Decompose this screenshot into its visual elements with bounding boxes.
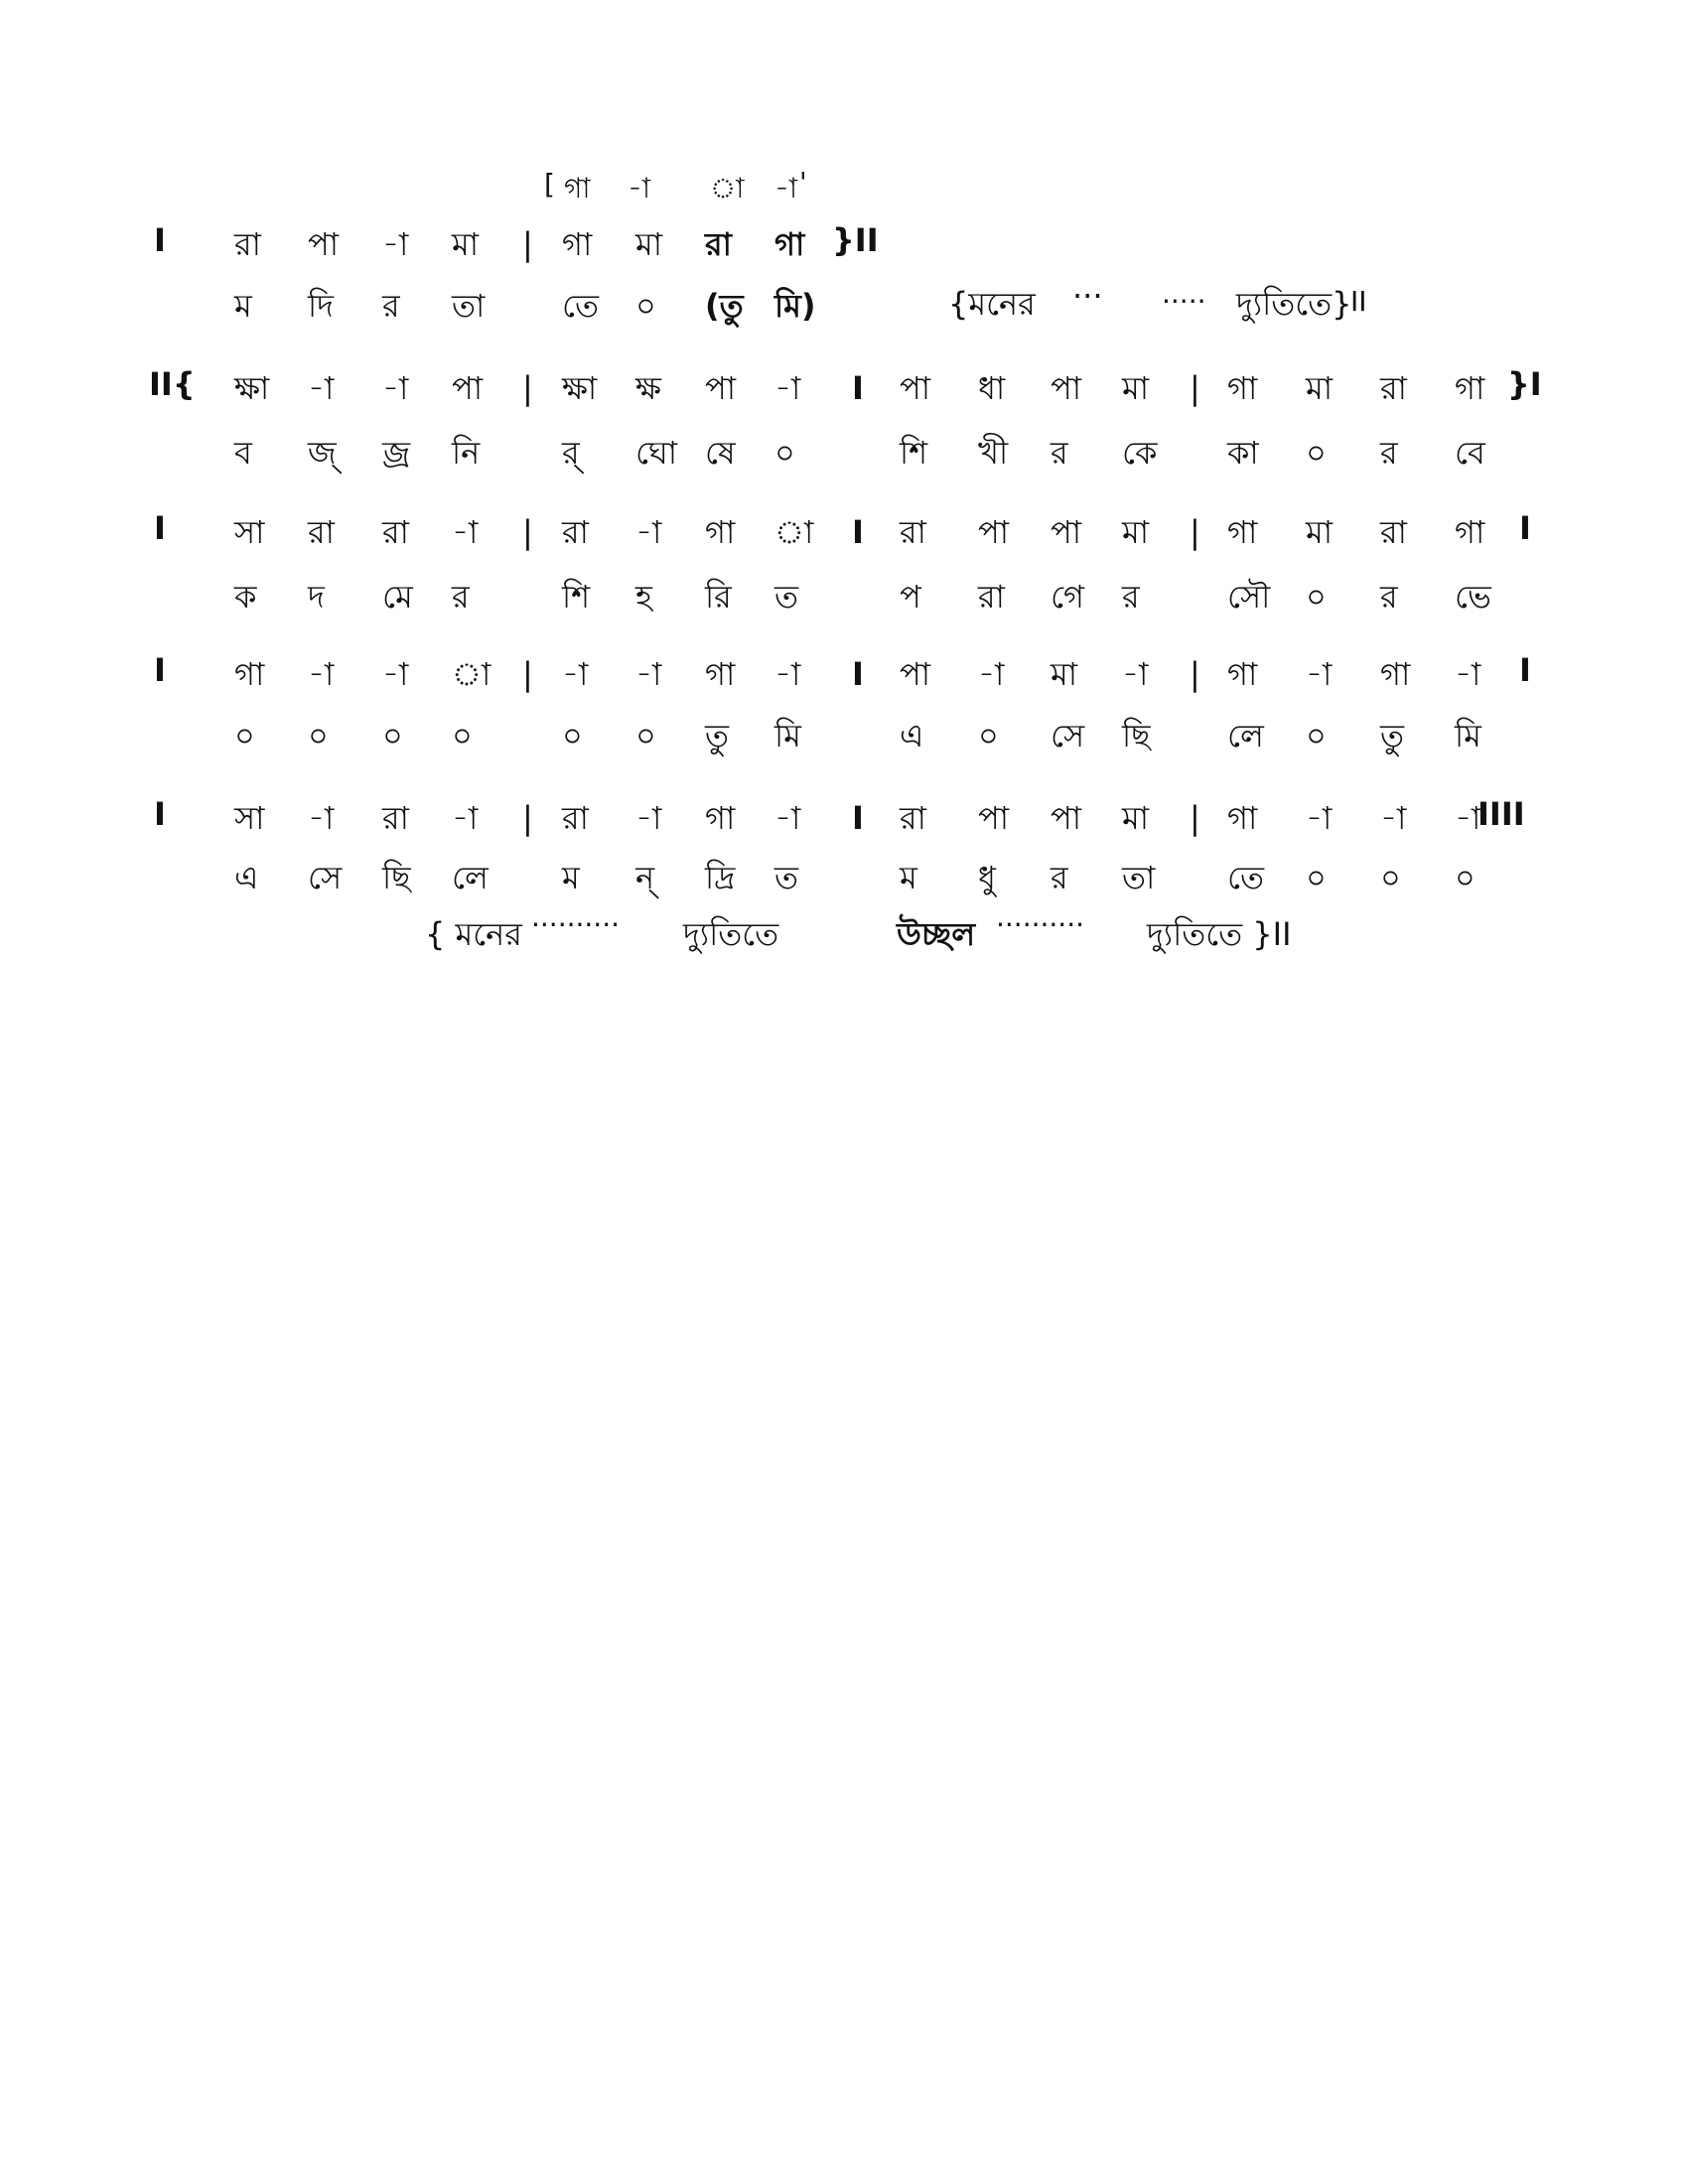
lyric-syllable: ব bbox=[234, 434, 252, 472]
lyric-syllable: ছি bbox=[382, 859, 411, 896]
final-refrain-word: উচ্ছল bbox=[897, 915, 976, 953]
refrain-open: {মনের bbox=[948, 285, 1036, 323]
lyric-syllable: হ bbox=[635, 578, 652, 615]
swar-note: রা bbox=[562, 799, 589, 837]
swar-note: -া bbox=[308, 369, 335, 407]
swar-note: -া bbox=[308, 655, 335, 693]
lyric-syllable: র্ bbox=[562, 434, 580, 472]
lyric-syllable: ০ bbox=[234, 717, 255, 754]
lyric-syllable: ঘো bbox=[635, 434, 678, 472]
final-refrain-word: দ্যুতিতে bbox=[683, 915, 779, 953]
alt-note: গা bbox=[564, 172, 591, 205]
swar-note: -া bbox=[635, 799, 662, 837]
swar-note: পা bbox=[978, 513, 1010, 551]
lyric-syllable: ন্ bbox=[635, 859, 655, 896]
swar-note: রা bbox=[1380, 513, 1407, 551]
swar-note: রা bbox=[382, 513, 409, 551]
lyric-syllable: জ্র bbox=[382, 434, 411, 472]
line-start-bar: I bbox=[154, 509, 166, 547]
lyric-syllable: তে bbox=[562, 287, 599, 325]
lyric-syllable: ০ bbox=[562, 717, 583, 754]
swar-note: পা bbox=[978, 799, 1010, 837]
alt-bracket-open: [ bbox=[544, 168, 555, 201]
final-refrain-open: { মনের bbox=[425, 915, 522, 953]
swar-note: -া bbox=[308, 799, 335, 837]
swar-note: -া bbox=[1306, 799, 1333, 837]
lyric-syllable: ০ bbox=[1306, 717, 1327, 754]
lyric-syllable: র bbox=[1122, 578, 1140, 615]
swar-note: পা bbox=[705, 369, 737, 407]
line-start-bar: I bbox=[154, 795, 166, 833]
lyric-syllable: ক bbox=[234, 578, 257, 615]
swar-note: গা bbox=[562, 225, 593, 263]
lyric-syllable: গে bbox=[1051, 578, 1084, 615]
beat-separator: | bbox=[522, 513, 533, 551]
lyric-syllable: দি bbox=[308, 287, 334, 325]
swar-note: পা bbox=[1051, 513, 1082, 551]
swar-note: গা bbox=[1227, 799, 1258, 837]
beat-separator: | bbox=[1190, 799, 1200, 837]
swar-note: পা bbox=[452, 369, 484, 407]
beat-separator: | bbox=[1190, 655, 1200, 693]
lyric-syllable: ছি bbox=[1122, 717, 1151, 754]
lyric-syllable: লে bbox=[452, 859, 489, 896]
swar-note: গা bbox=[1380, 655, 1411, 693]
lyric-syllable: কে bbox=[1122, 434, 1158, 472]
line-start-bar: I bbox=[154, 221, 166, 259]
line-end-bar: I bbox=[1519, 509, 1531, 547]
lyric-syllable: মি bbox=[774, 717, 801, 754]
swar-note: সা bbox=[234, 799, 265, 837]
swar-note: গা bbox=[1227, 369, 1258, 407]
lyric-syllable: ০ bbox=[635, 287, 656, 325]
lyric-syllable: র bbox=[1380, 578, 1398, 615]
line-start-bar: II{ bbox=[149, 365, 196, 403]
lyric-syllable: ০ bbox=[1455, 859, 1476, 896]
lyric-syllable: ০ bbox=[308, 717, 329, 754]
lyric-syllable: তু bbox=[1380, 717, 1405, 754]
refrain-mark: II bbox=[1350, 285, 1367, 318]
lyric-syllable: দ্রি bbox=[705, 859, 736, 896]
beat-separator: | bbox=[522, 225, 533, 263]
lyric-syllable: সে bbox=[308, 859, 343, 896]
lyric-syllable: খী bbox=[978, 434, 1009, 472]
beat-separator: I bbox=[852, 655, 864, 693]
swar-note: -া bbox=[774, 369, 801, 407]
line-end-bar: }I bbox=[1507, 365, 1542, 403]
lyric-syllable: ত bbox=[774, 859, 799, 896]
swar-note: -া bbox=[1455, 655, 1481, 693]
lyric-syllable: কা bbox=[1227, 434, 1259, 472]
lyric-syllable: তু bbox=[705, 717, 730, 754]
lyric-syllable: র bbox=[382, 287, 400, 325]
lyric-syllable: ভে bbox=[1455, 578, 1491, 615]
swar-note: রা bbox=[900, 513, 926, 551]
lyric-syllable: ০ bbox=[1306, 578, 1327, 615]
beat-separator: I bbox=[852, 513, 864, 551]
beat-separator: | bbox=[522, 655, 533, 693]
lyric-syllable: দ bbox=[308, 578, 325, 615]
lyric-syllable: নি bbox=[452, 434, 481, 472]
swar-note: পা bbox=[1051, 369, 1082, 407]
refrain-dots: ····· bbox=[1162, 285, 1206, 318]
line-start-bar: I bbox=[154, 651, 166, 689]
lyric-syllable: ০ bbox=[774, 434, 795, 472]
swar-note: গা bbox=[1455, 369, 1485, 407]
swar-note: গা bbox=[1227, 655, 1258, 693]
swar-note: গা bbox=[705, 513, 736, 551]
lyric-syllable: ০ bbox=[635, 717, 656, 754]
lyric-syllable: মে bbox=[382, 578, 413, 615]
lyric-syllable: রা bbox=[978, 578, 1005, 615]
lyric-syllable: মি) bbox=[774, 287, 816, 325]
beat-separator: I bbox=[852, 799, 864, 837]
swar-note: মা bbox=[1051, 655, 1078, 693]
swar-note: -া bbox=[774, 655, 801, 693]
beat-separator: | bbox=[1190, 369, 1200, 407]
swar-note: পা bbox=[900, 369, 931, 407]
swar-note: গা bbox=[1227, 513, 1258, 551]
lyric-syllable: র bbox=[1051, 859, 1068, 896]
lyric-syllable: ০ bbox=[1380, 859, 1401, 896]
swar-note: মা bbox=[635, 225, 663, 263]
beat-separator: | bbox=[522, 799, 533, 837]
alt-note: া bbox=[710, 172, 745, 205]
swar-note: গা bbox=[705, 655, 736, 693]
lyric-syllable: ০ bbox=[978, 717, 999, 754]
lyric-syllable: ম bbox=[900, 859, 917, 896]
lyric-syllable: র bbox=[452, 578, 470, 615]
lyric-syllable: র bbox=[1380, 434, 1398, 472]
lyric-syllable: তে bbox=[1227, 859, 1264, 896]
swar-note: রা bbox=[705, 225, 732, 263]
lyric-syllable: রি bbox=[705, 578, 732, 615]
swar-note: া bbox=[774, 513, 814, 551]
lyric-syllable: এ bbox=[234, 859, 259, 896]
swar-note: -া bbox=[635, 655, 662, 693]
swar-note: গা bbox=[234, 655, 265, 693]
final-refrain-close: দ্যুতিতে }II bbox=[1147, 915, 1292, 953]
lyric-syllable: ০ bbox=[382, 717, 403, 754]
alt-bracket-close: ' bbox=[799, 166, 807, 199]
lyric-syllable: প bbox=[900, 578, 921, 615]
lyric-syllable: ০ bbox=[452, 717, 473, 754]
final-refrain-dots: ·········· bbox=[996, 908, 1085, 941]
swar-note: মা bbox=[1306, 513, 1334, 551]
swar-note: রা bbox=[234, 225, 261, 263]
lyric-syllable: শি bbox=[562, 578, 591, 615]
line-end-bar: }II bbox=[832, 221, 879, 259]
lyric-syllable: ত bbox=[774, 578, 799, 615]
swar-note: মা bbox=[1122, 369, 1150, 407]
swar-note: -া bbox=[978, 655, 1005, 693]
lyric-syllable: জ্ bbox=[308, 434, 337, 472]
swar-note: -া bbox=[1380, 799, 1407, 837]
swar-note: গা bbox=[774, 225, 805, 263]
line-end-bar: I bbox=[1519, 651, 1531, 689]
lyric-syllable: ০ bbox=[1306, 434, 1327, 472]
swar-note: -া bbox=[562, 655, 589, 693]
swar-note: -া bbox=[382, 369, 409, 407]
lyric-syllable: র bbox=[1051, 434, 1068, 472]
lyric-syllable: ম bbox=[234, 287, 252, 325]
swar-note: পা bbox=[1051, 799, 1082, 837]
swar-note: -া bbox=[382, 225, 409, 263]
swar-note: -া bbox=[452, 799, 479, 837]
lyric-syllable: শি bbox=[900, 434, 928, 472]
swar-note: -া bbox=[774, 799, 801, 837]
beat-separator: I bbox=[852, 369, 864, 407]
refrain-dots: ··· bbox=[1072, 277, 1103, 315]
swar-note: গা bbox=[1455, 513, 1485, 551]
swar-note: -া bbox=[635, 513, 662, 551]
swar-note: মা bbox=[1122, 799, 1150, 837]
swar-note: -া bbox=[1455, 799, 1481, 837]
lyric-syllable: বে bbox=[1455, 434, 1485, 472]
swar-note: রা bbox=[562, 513, 589, 551]
swar-note: -া bbox=[1306, 655, 1333, 693]
refrain-close: দ্যুতিতে} bbox=[1236, 285, 1352, 323]
lyric-syllable: (তু bbox=[705, 287, 744, 325]
beat-separator: | bbox=[1190, 513, 1200, 551]
swar-note: রা bbox=[308, 513, 335, 551]
swar-note: পা bbox=[308, 225, 340, 263]
lyric-syllable: তা bbox=[1122, 859, 1156, 896]
lyric-syllable: লে bbox=[1227, 717, 1264, 754]
swar-note: া bbox=[452, 655, 492, 693]
line-end-bar: IIII bbox=[1477, 795, 1525, 833]
final-refrain-dots: ·········· bbox=[531, 908, 621, 941]
alt-note: -া bbox=[774, 172, 798, 205]
lyric-syllable: মি bbox=[1455, 717, 1481, 754]
swar-note: মা bbox=[1122, 513, 1150, 551]
alt-note: -া bbox=[628, 172, 651, 205]
swar-note: পা bbox=[900, 655, 931, 693]
swar-note: -া bbox=[452, 513, 479, 551]
swar-note: ক্ষ bbox=[635, 369, 661, 407]
swar-note: মা bbox=[452, 225, 480, 263]
lyric-syllable: ০ bbox=[1306, 859, 1327, 896]
swar-note: রা bbox=[1380, 369, 1407, 407]
swar-note: ক্ষা bbox=[562, 369, 598, 407]
lyric-syllable: ম bbox=[562, 859, 580, 896]
swar-note: রা bbox=[900, 799, 926, 837]
swar-note: মা bbox=[1306, 369, 1334, 407]
swar-note: গা bbox=[705, 799, 736, 837]
lyric-syllable: তা bbox=[452, 287, 486, 325]
lyric-syllable: সৌ bbox=[1227, 578, 1271, 615]
swar-note: ধা bbox=[978, 369, 1006, 407]
beat-separator: | bbox=[522, 369, 533, 407]
swar-note: -া bbox=[1122, 655, 1149, 693]
lyric-syllable: ধু bbox=[978, 859, 996, 896]
lyric-syllable: ষে bbox=[705, 434, 736, 472]
swar-note: ক্ষা bbox=[234, 369, 270, 407]
swar-note: -া bbox=[382, 655, 409, 693]
swar-note: রা bbox=[382, 799, 409, 837]
lyric-syllable: সে bbox=[1051, 717, 1085, 754]
lyric-syllable: এ bbox=[900, 717, 924, 754]
swar-note: সা bbox=[234, 513, 265, 551]
